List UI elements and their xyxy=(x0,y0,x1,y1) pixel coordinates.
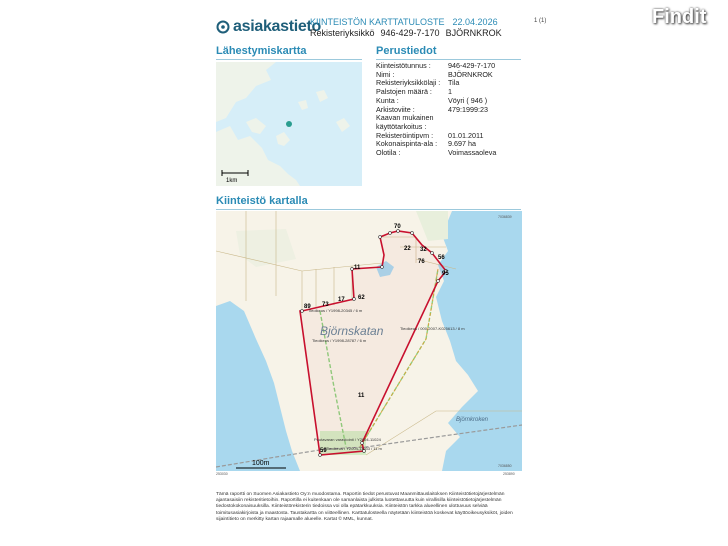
nearby-map-rule xyxy=(216,59,362,60)
parcel-label: 56 xyxy=(438,255,445,261)
info-value: BJÖRNKROK xyxy=(448,69,493,79)
info-value: Tila xyxy=(448,78,460,88)
report-title-text: KIINTEISTÖN KARTTATULOSTE xyxy=(310,17,445,27)
info-label: käyttötarkoitus : xyxy=(376,121,427,131)
easement-label: Tieoikeus / Y1998-28787 / 6 m xyxy=(312,338,367,343)
basic-info-table xyxy=(376,62,558,158)
basic-info-rule xyxy=(376,59,521,60)
info-label: Nimi : xyxy=(376,69,395,79)
coord-top-right: 7036839 xyxy=(498,215,512,219)
info-label: Rekisteriyksikkölaji : xyxy=(376,78,441,88)
info-value: 01.01.2011 xyxy=(448,130,484,140)
info-label: Rekisteröintipvm : xyxy=(376,130,434,140)
coord-bottom-right: 7036850 xyxy=(498,464,512,468)
property-map-rule xyxy=(216,209,521,210)
place-name-bjornskatan: Björnskatan xyxy=(320,324,384,338)
coord-bottom-mid: 253890 xyxy=(503,472,515,476)
disclaimer-text: Tämä raportti on Suomen Asiakastieto Oy:n muodostama. Raportin tiedot perustuvat Maanmittauslaitoksen Kiinteistötietojärjestelmän ajantasaisiin rekisteritietoihin. Raportilla ei kuitenkaan ole samanlaista julkista luotettavuutta kuin virallisilla kiinteistötietojärjestelmän tiedostokokonaisuuksilla. Kiinteistörekisterin tiedoissa voi olla epätarkkuuksia. Kiinteistön tarkka alueellinen ulottuvuus selviää toimitusasiakirjoista ja maastosta. Taustakartta on viitteellinen. Karttatulosteella näytetään kiinteistöä koskevat käyttöoikeusyksiköt, joiden sijaintitieto on merkitty kartan rajaamalle alueelle. Kartat © MML, kunnat. xyxy=(216,492,513,522)
info-value: Vöyri ( 946 ) xyxy=(448,95,488,105)
parcel-label: 76 xyxy=(418,259,425,265)
info-label: Kaavan mukainen xyxy=(376,113,434,123)
map-scale-label: 100m xyxy=(252,460,270,467)
nearby-scale-label: 1km xyxy=(226,178,238,184)
nearby-map[interactable] xyxy=(216,62,362,186)
asiakastieto-logo xyxy=(216,18,321,36)
easement-label: Tieoikeus / Y1998-20345 / 6 m xyxy=(308,308,363,313)
info-label: Olotila : xyxy=(376,148,401,158)
parcel-label: 17 xyxy=(338,297,345,303)
parcel-label: 62 xyxy=(358,295,365,301)
info-label: Kokonaispinta-ala : xyxy=(376,139,438,149)
info-label: Kiinteistötunnus : xyxy=(376,61,431,70)
parcel-label: 11 xyxy=(354,265,361,271)
logo-icon xyxy=(216,20,230,34)
coord-bottom-left: 253030 xyxy=(216,472,228,476)
report-title xyxy=(310,17,506,27)
parcel-label: 59 xyxy=(320,448,327,454)
basic-info-title: Perustiedot xyxy=(376,45,437,57)
register-unit-id: 946-429-7-170 xyxy=(380,28,440,38)
info-value: 9.697 ha xyxy=(448,139,476,149)
nearby-map-title: Lähestymiskartta xyxy=(216,45,307,57)
parcel-label: 11 xyxy=(358,393,365,399)
info-row xyxy=(376,149,558,158)
property-map-title: Kiinteistö kartalla xyxy=(216,195,308,207)
info-value: 946-429-7-170 xyxy=(448,61,496,70)
logo-text: asiakastieto xyxy=(233,18,322,35)
parcel-label: 89 xyxy=(304,304,311,310)
info-label: Kunta : xyxy=(376,95,399,105)
info-value: 479:1999:23 xyxy=(448,104,488,114)
easement-label: Tieoikeus / 000-2007-K025613 / 8 m xyxy=(400,326,465,331)
report-date: 22.04.2026 xyxy=(452,17,498,27)
page-number: 1 (1) xyxy=(534,18,547,24)
parcel-label: 22 xyxy=(404,246,411,252)
easement-label: Puutavaran varastointi / Y2004-11024 xyxy=(314,437,381,442)
info-value: Voimassaoleva xyxy=(448,148,497,158)
property-location-marker xyxy=(286,121,292,127)
place-name-bjornkroken: Björnkroken xyxy=(456,417,489,423)
register-unit-line xyxy=(310,28,508,38)
easement-label: Tieoikeus / Y2004-11033 / 11 m xyxy=(326,446,382,451)
register-unit-name: BJÖRNKROK xyxy=(445,28,502,38)
property-map[interactable] xyxy=(216,211,522,471)
parcel-label: 32 xyxy=(420,247,427,253)
parcel-label: 73 xyxy=(322,302,329,308)
info-label: Arkistoviite : xyxy=(376,104,415,114)
parcel-label: 70 xyxy=(394,224,401,230)
register-unit-label: Rekisteriyksikkö xyxy=(310,28,375,38)
parcel-label: 95 xyxy=(442,271,449,277)
info-label: Palstojen määrä : xyxy=(376,87,432,97)
info-value xyxy=(448,114,558,123)
info-value: 1 xyxy=(448,87,452,97)
findit-watermark: Findit xyxy=(652,6,707,28)
